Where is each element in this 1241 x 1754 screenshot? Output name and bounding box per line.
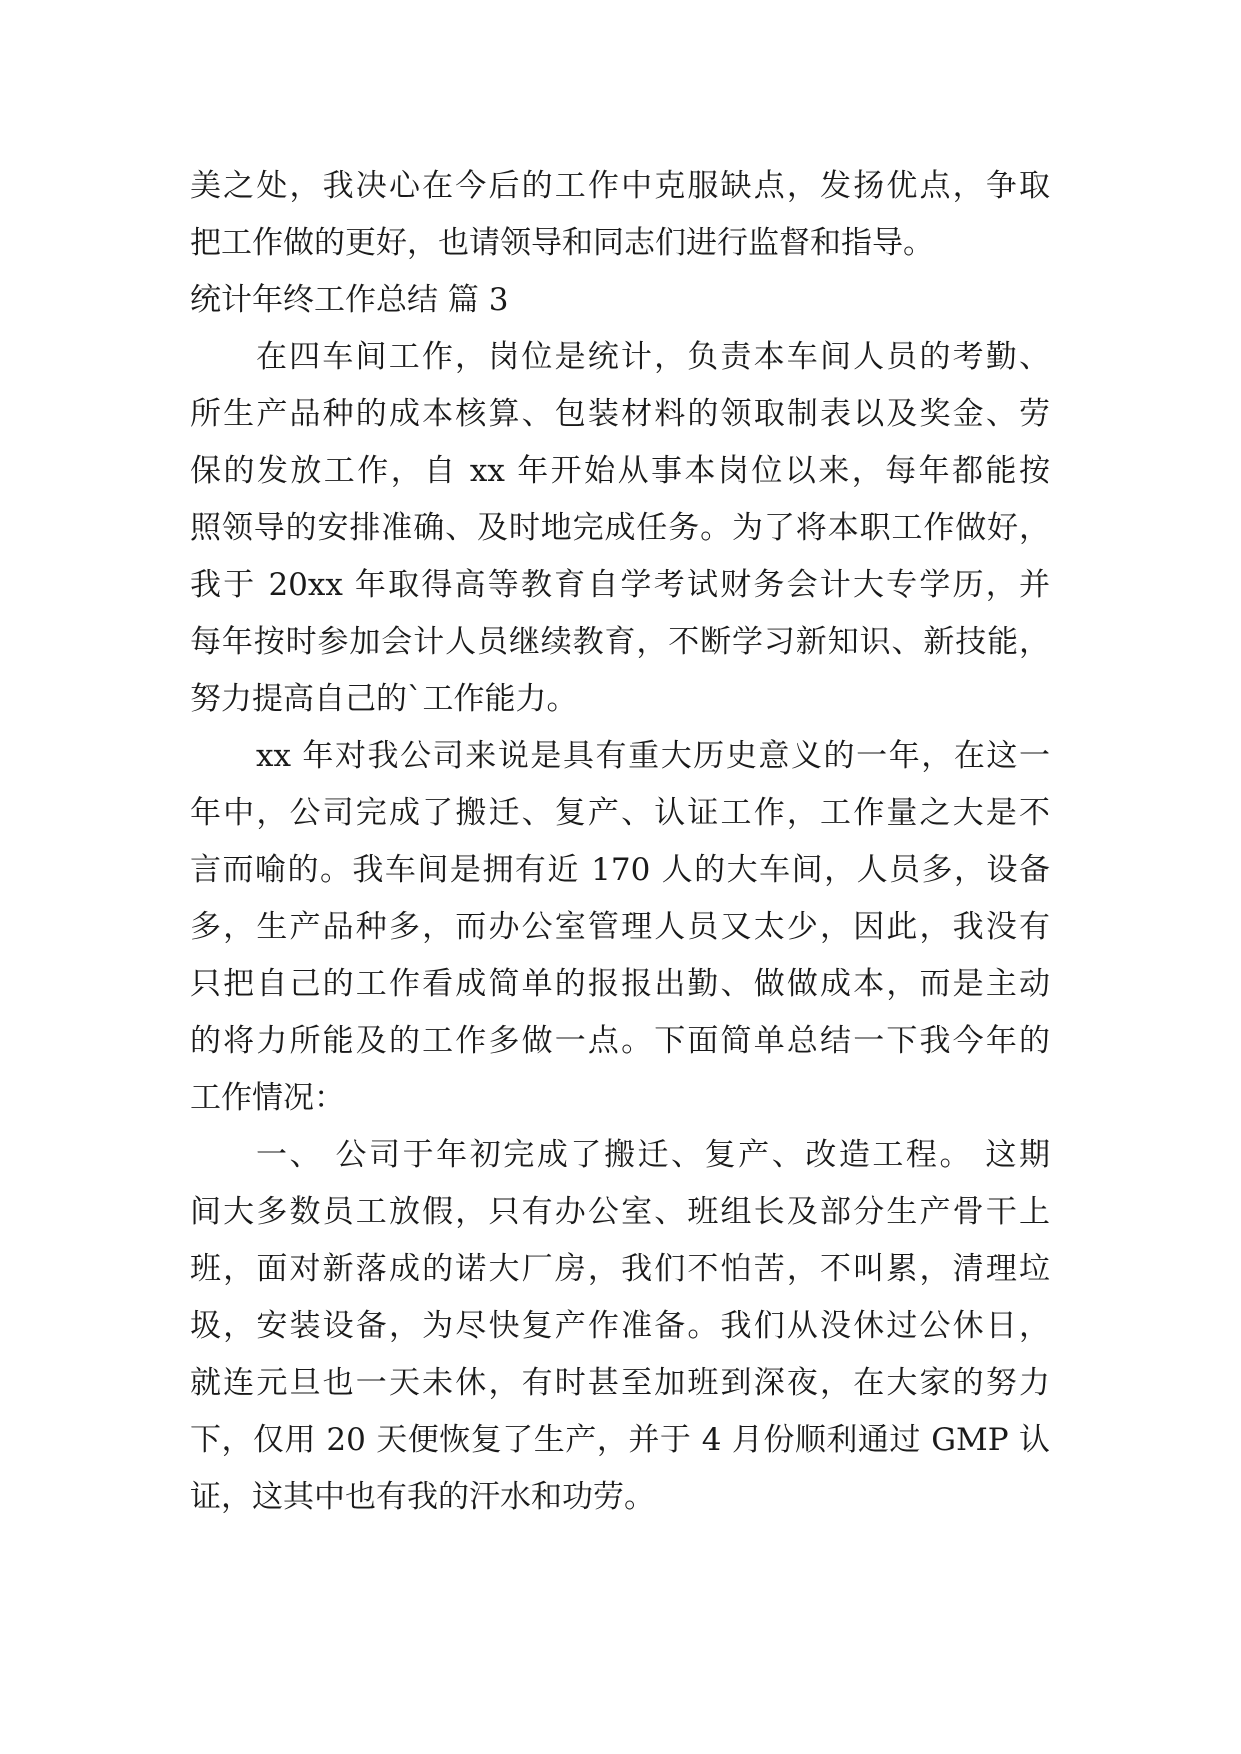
paragraph-line: 间大多数员工放假，只有办公室、班组长及部分生产骨干上: [190, 1194, 1050, 1230]
paragraph-line: 证，这其中也有我的汗水和功劳。: [190, 1479, 655, 1515]
paragraph-line: 的将力所能及的工作多做一点。下面简单总结一下我今年的: [190, 1023, 1050, 1059]
paragraph-line: 工作情况：: [190, 1080, 345, 1116]
paragraph-line: 只把自己的工作看成简单的报报出勤、做做成本，而是主动: [190, 966, 1050, 1002]
paragraph-line: 年中，公司完成了搬迁、复产、认证工作，工作量之大是不: [190, 795, 1050, 831]
paragraph-line: 多，生产品种多，而办公室管理人员又太少，因此，我没有: [190, 909, 1050, 945]
paragraph-line: 圾，安装设备，为尽快复产作准备。我们从没休过公休日，: [190, 1308, 1050, 1344]
paragraph-line: xx 年对我公司来说是具有重大历史意义的一年，在这一: [256, 738, 1050, 774]
paragraph-line: 在四车间工作，岗位是统计，负责本车间人员的考勤、: [256, 339, 1050, 375]
paragraph-line: 把工作做的更好，也请领导和同志们进行监督和指导。: [190, 225, 934, 261]
paragraph-line: 就连元旦也一天未休，有时甚至加班到深夜，在大家的努力: [190, 1365, 1050, 1401]
paragraph-line: 我于 20xx 年取得高等教育自学考试财务会计大专学历，并: [190, 567, 1050, 603]
paragraph-line: 保的发放工作，自 xx 年开始从事本岗位以来，每年都能按: [190, 453, 1050, 489]
paragraph-line: 所生产品种的成本核算、包装材料的领取制表以及奖金、劳: [190, 396, 1050, 432]
paragraph-line: 言而喻的。我车间是拥有近 170 人的大车间，人员多，设备: [190, 852, 1050, 888]
paragraph-line: 照领导的安排准确、及时地完成任务。为了将本职工作做好，: [190, 510, 1050, 546]
document-body: [190, 158, 1050, 1526]
paragraph-line: 一、 公司于年初完成了搬迁、复产、改造工程。 这期: [256, 1137, 1050, 1173]
paragraph-line: 下，仅用 20 天便恢复了生产，并于 4 月份顺利通过 GMP 认: [190, 1422, 1050, 1458]
section-heading: 统计年终工作总结 篇 3: [190, 282, 509, 318]
paragraph-line: 努力提高自己的`工作能力。: [190, 681, 578, 717]
paragraph-line: 美之处，我决心在今后的工作中克服缺点，发扬优点，争取: [190, 168, 1050, 204]
paragraph-line: 班，面对新落成的诺大厂房，我们不怕苦，不叫累，清理垃: [190, 1251, 1050, 1287]
paragraph-line: 每年按时参加会计人员继续教育，不断学习新知识、新技能，: [190, 624, 1050, 660]
